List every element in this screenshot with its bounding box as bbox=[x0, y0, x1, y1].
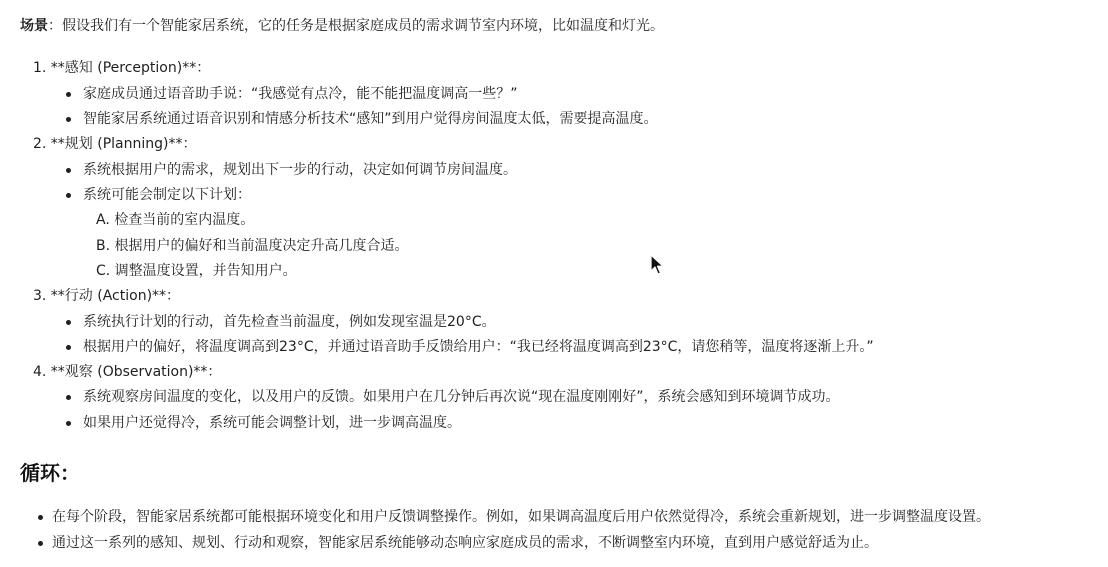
plan-item-a: A. 检查当前的室内温度。 bbox=[96, 212, 255, 228]
loop-heading: 循环： bbox=[20, 461, 80, 485]
list-item-text: 系统根据用户的需求，规划出下一步的行动，决定如何调节房间温度。 bbox=[83, 162, 517, 178]
plan-item-b: B. 根据用户的偏好和当前温度决定升高几度合适。 bbox=[96, 238, 409, 254]
step-title-planning: 2. **规划 (Planning)**： bbox=[33, 136, 197, 152]
bullet-dot bbox=[66, 345, 71, 350]
bullet-dot bbox=[66, 421, 71, 426]
bullet-dot bbox=[66, 395, 71, 400]
mouse-pointer-icon bbox=[650, 254, 664, 276]
bullet-dot bbox=[38, 515, 43, 520]
list-item-text: 如果用户还觉得冷，系统可能会调整计划，进一步调高温度。 bbox=[83, 415, 461, 431]
list-item-text: 智能家居系统通过语音识别和情感分析技术“感知”到用户觉得房间温度太低，需要提高温度。 bbox=[83, 111, 658, 127]
list-item-text: 通过这一系列的感知、规划、行动和观察，智能家居系统能够动态响应家庭成员的需求，不断调整室内环境，直到用户感觉舒适为止。 bbox=[52, 535, 878, 551]
step-title-perception: 1. **感知 (Perception)**： bbox=[33, 60, 211, 76]
list-item-text: 系统观察房间温度的变化，以及用户的反馈。如果用户在几分钟后再次说“现在温度刚刚好”，系统会感知到环境调节成功。 bbox=[83, 389, 840, 405]
list-item-text: 系统执行计划的行动，首先检查当前温度，例如发现室温是20°C。 bbox=[83, 314, 496, 330]
bullet-dot bbox=[66, 92, 71, 97]
intro-label: 场景 bbox=[20, 18, 48, 34]
bullet-dot bbox=[38, 541, 43, 546]
list-item-text: 家庭成员通过语音助手说：“我感觉有点冷，能不能把温度调高一些？” bbox=[83, 86, 518, 102]
bullet-dot bbox=[66, 168, 71, 173]
step-title-action: 3. **行动 (Action)**： bbox=[33, 288, 181, 304]
intro-text: ：假设我们有一个智能家居系统，它的任务是根据家庭成员的需求调节室内环境，比如温度和灯光。 bbox=[48, 18, 664, 34]
step-title-observation: 4. **观察 (Observation)**： bbox=[33, 364, 222, 380]
list-item-text: 根据用户的偏好，将温度调高到23°C，并通过语音助手反馈给用户：“我已经将温度调高到23°C，请您稍等，温度将逐渐上升。” bbox=[83, 339, 874, 355]
list-item-text: 在每个阶段，智能家居系统都可能根据环境变化和用户反馈调整操作。例如，如果调高温度后用户依然觉得冷，系统会重新规划，进一步调整温度设置。 bbox=[52, 509, 990, 525]
bullet-dot bbox=[66, 117, 71, 122]
intro-paragraph bbox=[20, 16, 664, 36]
bullet-dot bbox=[66, 320, 71, 325]
plan-item-c: C. 调整温度设置，并告知用户。 bbox=[96, 263, 297, 279]
list-item-text: 系统可能会制定以下计划： bbox=[83, 187, 251, 203]
bullet-dot bbox=[66, 193, 71, 198]
